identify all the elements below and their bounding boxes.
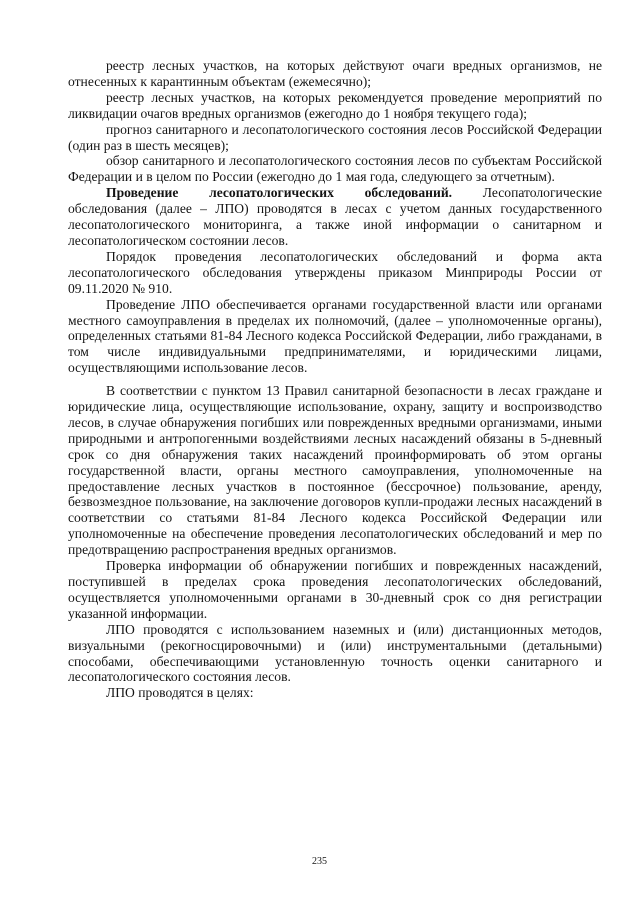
paragraph: реестр лесных участков, на которых рекомендуется проведение мероприятий по ликвидации очагов вредных организмов (ежегодно до 1 ноября текущего года); — [68, 89, 602, 121]
paragraph: реестр лесных участков, на которых действуют очаги вредных организмов, не отнесенных к карантинным объектам (ежемесячно); — [68, 58, 602, 89]
section-heading: Проведение лесопатологических обследований. — [106, 185, 453, 201]
document-body — [68, 58, 602, 701]
page-number: 235 — [312, 856, 327, 867]
paragraph — [68, 185, 602, 249]
paragraph-text: Лесопатологические обследования (далее – ЛПО) проводятся в лесах с учетом данных государственного лесопатологического мониторинга, а также иной информации о санитарном и лесопатологическом состоянии лесов. — [68, 185, 602, 248]
paragraph: ЛПО проводятся в целях: — [106, 685, 254, 701]
paragraph: Проведение ЛПО обеспечивается органами государственной власти или органами местного самоуправления в пределах их полномочий, (далее – уполномоченные органы), определенных статьями 81-84 Лесного кодекса Российской Федерации, либо гражданами, в том числе индивидуальными предпринимателями, и юридическими лицами, осуществляющими использование лесов. — [68, 296, 602, 376]
paragraph: Проверка информации об обнаружении погибших и поврежденных насаждений, поступившей в пределах срока проведения лесопатологических обследований, осуществляется уполномоченными органами в 30-дневный срок со дня регистрации указанной информации. — [68, 558, 602, 621]
paragraph: ЛПО проводятся с использованием наземных и (или) дистанционных методов, визуальными (рекогносцировочными) и (или) инструментальными (детальными) способами, обеспечивающими установленную точность оценки санитарного и лесопатологического состояния лесов. — [68, 621, 602, 685]
paragraph: Порядок проведения лесопатологических обследований и форма акта лесопатологического обследования утверждены приказом Минприроды России от 09.11.2020 № 910. — [68, 248, 602, 296]
paragraph: В соответствии с пунктом 13 Правил санитарной безопасности в лесах граждане и юридические лица, осуществляющие использование, охрану, защиту и воспроизводство лесов, в случае обнаружения погибших или поврежденных вредными организмами, иными природными и антропогенными воздействиями лесных насаждений обязаны в 5-дневный срок со дня обнаружения таких насаждений проинформировать об этом органы государственной власти, органы местного самоуправления, уполномоченные на предоставление лесных участков в постоянное (бессрочное) пользование, аренду, безвозмездное пользование, на заключение договоров купли-продажи лесных насаждений в соответствии со статьями 81-84 Лесного кодекса Российской Федерации или уполномоченные на обеспечение проведения лесопатологических обследований и мер по предотвращению распространения вредных организмов. — [68, 383, 602, 558]
paragraph: обзор санитарного и лесопатологического состояния лесов по субъектам Российской Федерации и в целом по России (ежегодно до 1 мая года, следующего за отчетным). — [68, 153, 602, 185]
paragraph: прогноз санитарного и лесопатологического состояния лесов Российской Федерации (один раз в шесть месяцев); — [68, 121, 602, 153]
